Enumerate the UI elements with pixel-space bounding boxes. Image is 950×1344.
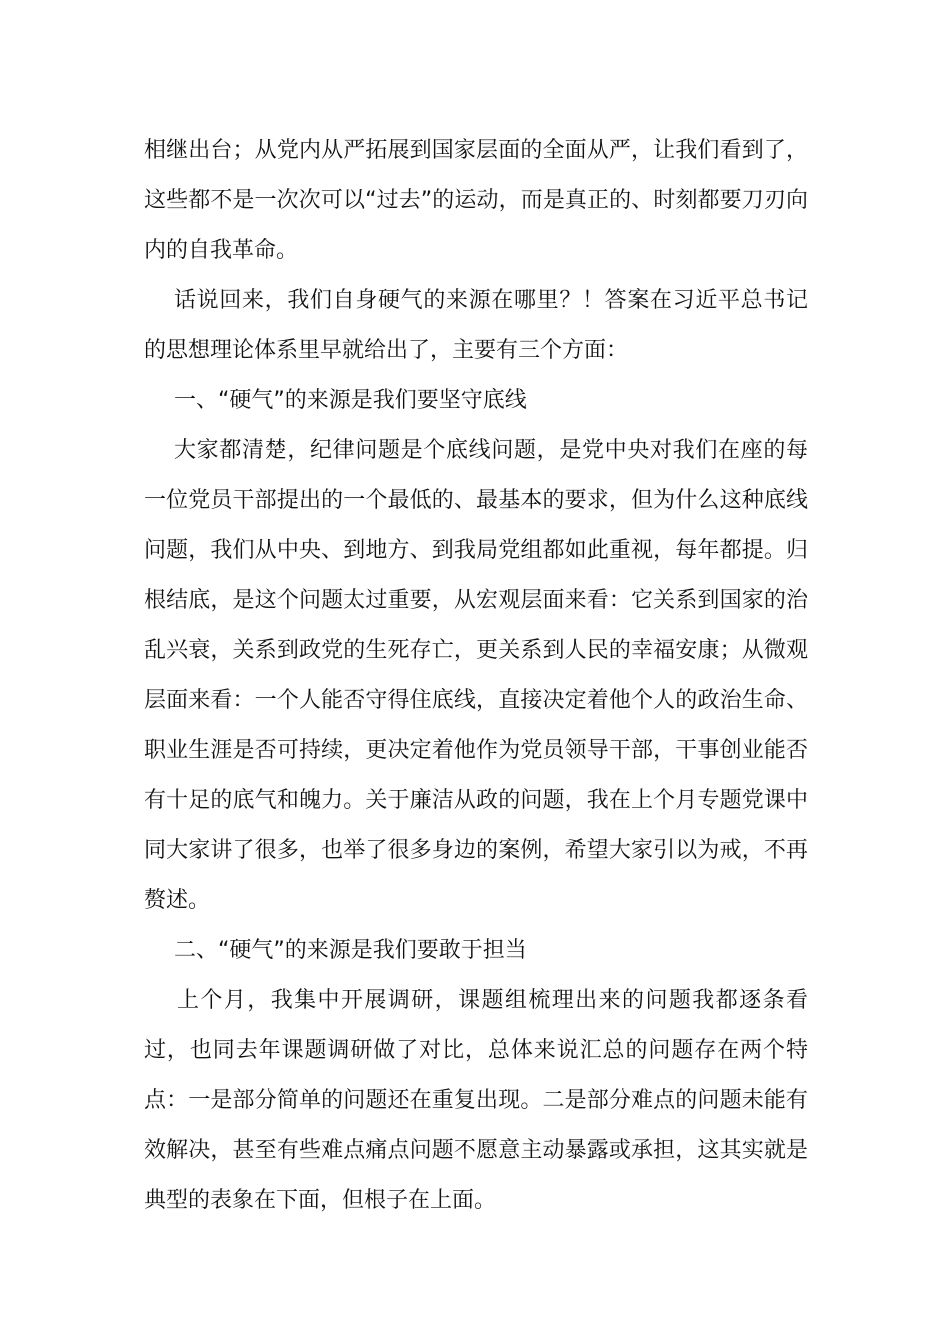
paragraph-continuation: 相继出台；从党内从严拓展到国家层面的全面从严，让我们看到了，这些都不是一次次可以“过去”的运动，而是真正的、时刻都要刀刃向内的自我革命。 bbox=[144, 138, 808, 263]
section-heading-2: 二、“硬气”的来源是我们要敢于担当 bbox=[174, 938, 527, 963]
paragraph-source-question: 话说回来，我们自身硬气的来源在哪里？！答案在习近平总书记的思想理论体系里早就给出了，主要有三个方面： bbox=[144, 288, 808, 363]
paragraph-research: 上个月，我集中开展调研，课题组梳理出来的问题我都逐条看过，也同去年课题调研做了对比，总体来说汇总的问题存在两个特点：一是部分简单的问题还在重复出现。二是部分难点的问题未能有效解决，甚至有些难点痛点问题不愿意主动暴露或承担，这其实就是典型的表象在下面，但根子在上面。 bbox=[144, 988, 808, 1213]
document-body bbox=[144, 126, 808, 1226]
paragraph-bottom-line: 大家都清楚，纪律问题是个底线问题，是党中央对我们在座的每一位党员干部提出的一个最低的、最基本的要求，但为什么这种底线问题，我们从中央、到地方、到我局党组都如此重视，每年都提。归根结底，是这个问题太过重要，从宏观层面来看：它关系到国家的治乱兴衰，关系到政党的生死存亡，更关系到人民的幸福安康；从微观层面来看：一个人能否守得住底线，直接决定着他个人的政治生命、职业生涯是否可持续，更决定着他作为党员领导干部，干事创业能否有十足的底气和魄力。关于廉洁从政的问题，我在上个月专题党课中同大家讲了很多，也举了很多身边的案例，希望大家引以为戒，不再赘述。 bbox=[144, 438, 808, 913]
section-heading-1: 一、“硬气”的来源是我们要坚守底线 bbox=[174, 388, 527, 413]
